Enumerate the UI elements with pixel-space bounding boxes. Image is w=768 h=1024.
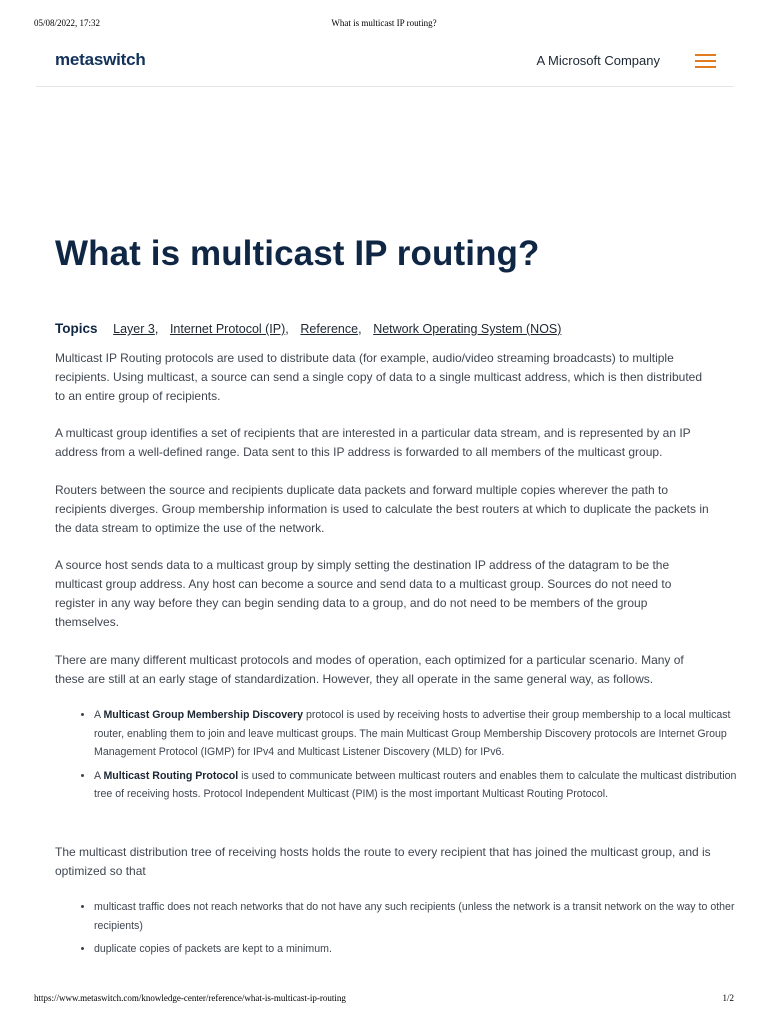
paragraph-distribution-tree: The multicast distribution tree of receiving hosts holds the route to every recipient that has joined the multicast group, and is optimized so that bbox=[55, 845, 711, 878]
topics-bar: Topics Layer 3, Internet Protocol (IP), Reference, Network Operating System (NOS) bbox=[55, 321, 562, 336]
paragraph-source-host: A source host sends data to a multicast group by simply setting the destination IP address of the datagram to be the multicast group address. Any host can become a source and send data to a multicast group. Sources do not need to register in any way before they can begin sending data to a group, and do not need to be members of the group themselves. bbox=[55, 558, 672, 629]
print-footer bbox=[34, 993, 734, 1005]
print-url: https://www.metaswitch.com/knowledge-center/reference/what-is-multicast-ip-routing bbox=[34, 993, 346, 1003]
paragraph-multicast-group: A multicast group identifies a set of recipients that are interested in a particular data stream, and is represented by an IP address from a well-defined range. Data sent to this IP address is forwarded to all members of the multicast group. bbox=[55, 426, 691, 459]
list-item: • A Multicast Routing Protocol is used to communicate between multicast routers and enables them to calculate the multicast distribution tree of receiving hosts. Protocol Independent Multicast (PIM) is the most important Multicast Routing Protocol. bbox=[94, 767, 754, 804]
print-header bbox=[34, 18, 734, 30]
paragraph-protocols: There are many different multicast protocols and modes of operation, each optimized for a particular scenario. Many of these are still at an early stage of standardization. However, they all operate in the same general way, as follows. bbox=[55, 653, 684, 686]
paragraph-intro: Multicast IP Routing protocols are used to distribute data (for example, audio/video streaming broadcasts) to multiple recipients. Using multicast, a source can send a single copy of data to a single multicast address, which is then distributed to an entire group of recipients. bbox=[55, 351, 702, 403]
topic-link-nos[interactable]: Network Operating System (NOS) bbox=[373, 322, 562, 336]
page-title: What is multicast IP routing? bbox=[55, 234, 540, 273]
list-item: • multicast traffic does not reach networks that do not have any such recipients (unless the network is a transit network on the way to other recipients) bbox=[94, 898, 754, 935]
protocol-list bbox=[55, 706, 754, 809]
tree-list bbox=[55, 898, 754, 964]
topic-link-reference[interactable]: Reference bbox=[300, 322, 359, 336]
print-datetime: 05/08/2022, 17:32 bbox=[34, 18, 101, 28]
hamburger-menu-icon[interactable] bbox=[695, 54, 716, 70]
topic-link-layer-3[interactable]: Layer 3 bbox=[113, 322, 155, 336]
paragraph-routers: Routers between the source and recipients duplicate data packets and forward multiple copies wherever the path to recipients diverges. Group membership information is used to calculate the best routers at which to duplicate the packets in the data stream to optimize the use of the network. bbox=[55, 483, 709, 535]
print-page-title: What is multicast IP routing? bbox=[331, 18, 437, 28]
topics-label: Topics bbox=[55, 321, 98, 336]
microsoft-company-link[interactable]: A Microsoft Company bbox=[536, 53, 660, 68]
topic-link-internet-protocol[interactable]: Internet Protocol (IP) bbox=[169, 322, 286, 336]
metaswitch-logo[interactable]: metaswitch bbox=[55, 50, 146, 69]
bold-term: Multicast Group Membership Discovery bbox=[103, 709, 304, 721]
site-header bbox=[36, 40, 734, 87]
list-item: • duplicate copies of packets are kept to a minimum. bbox=[94, 940, 754, 959]
print-page-number: 1/2 bbox=[722, 993, 734, 1003]
bold-term: Multicast Routing Protocol bbox=[103, 769, 239, 782]
list-item: • A Multicast Group Membership Discovery protocol is used by receiving hosts to advertise their group membership to a local multicast router, enabling them to join and leave multicast groups. The main Multicast Group Membership Discovery protocols are Internet Group Management Protocol (IGMP) for IPv4 and Multicast Listener Discovery (MLD) for IPv6. bbox=[94, 706, 754, 762]
